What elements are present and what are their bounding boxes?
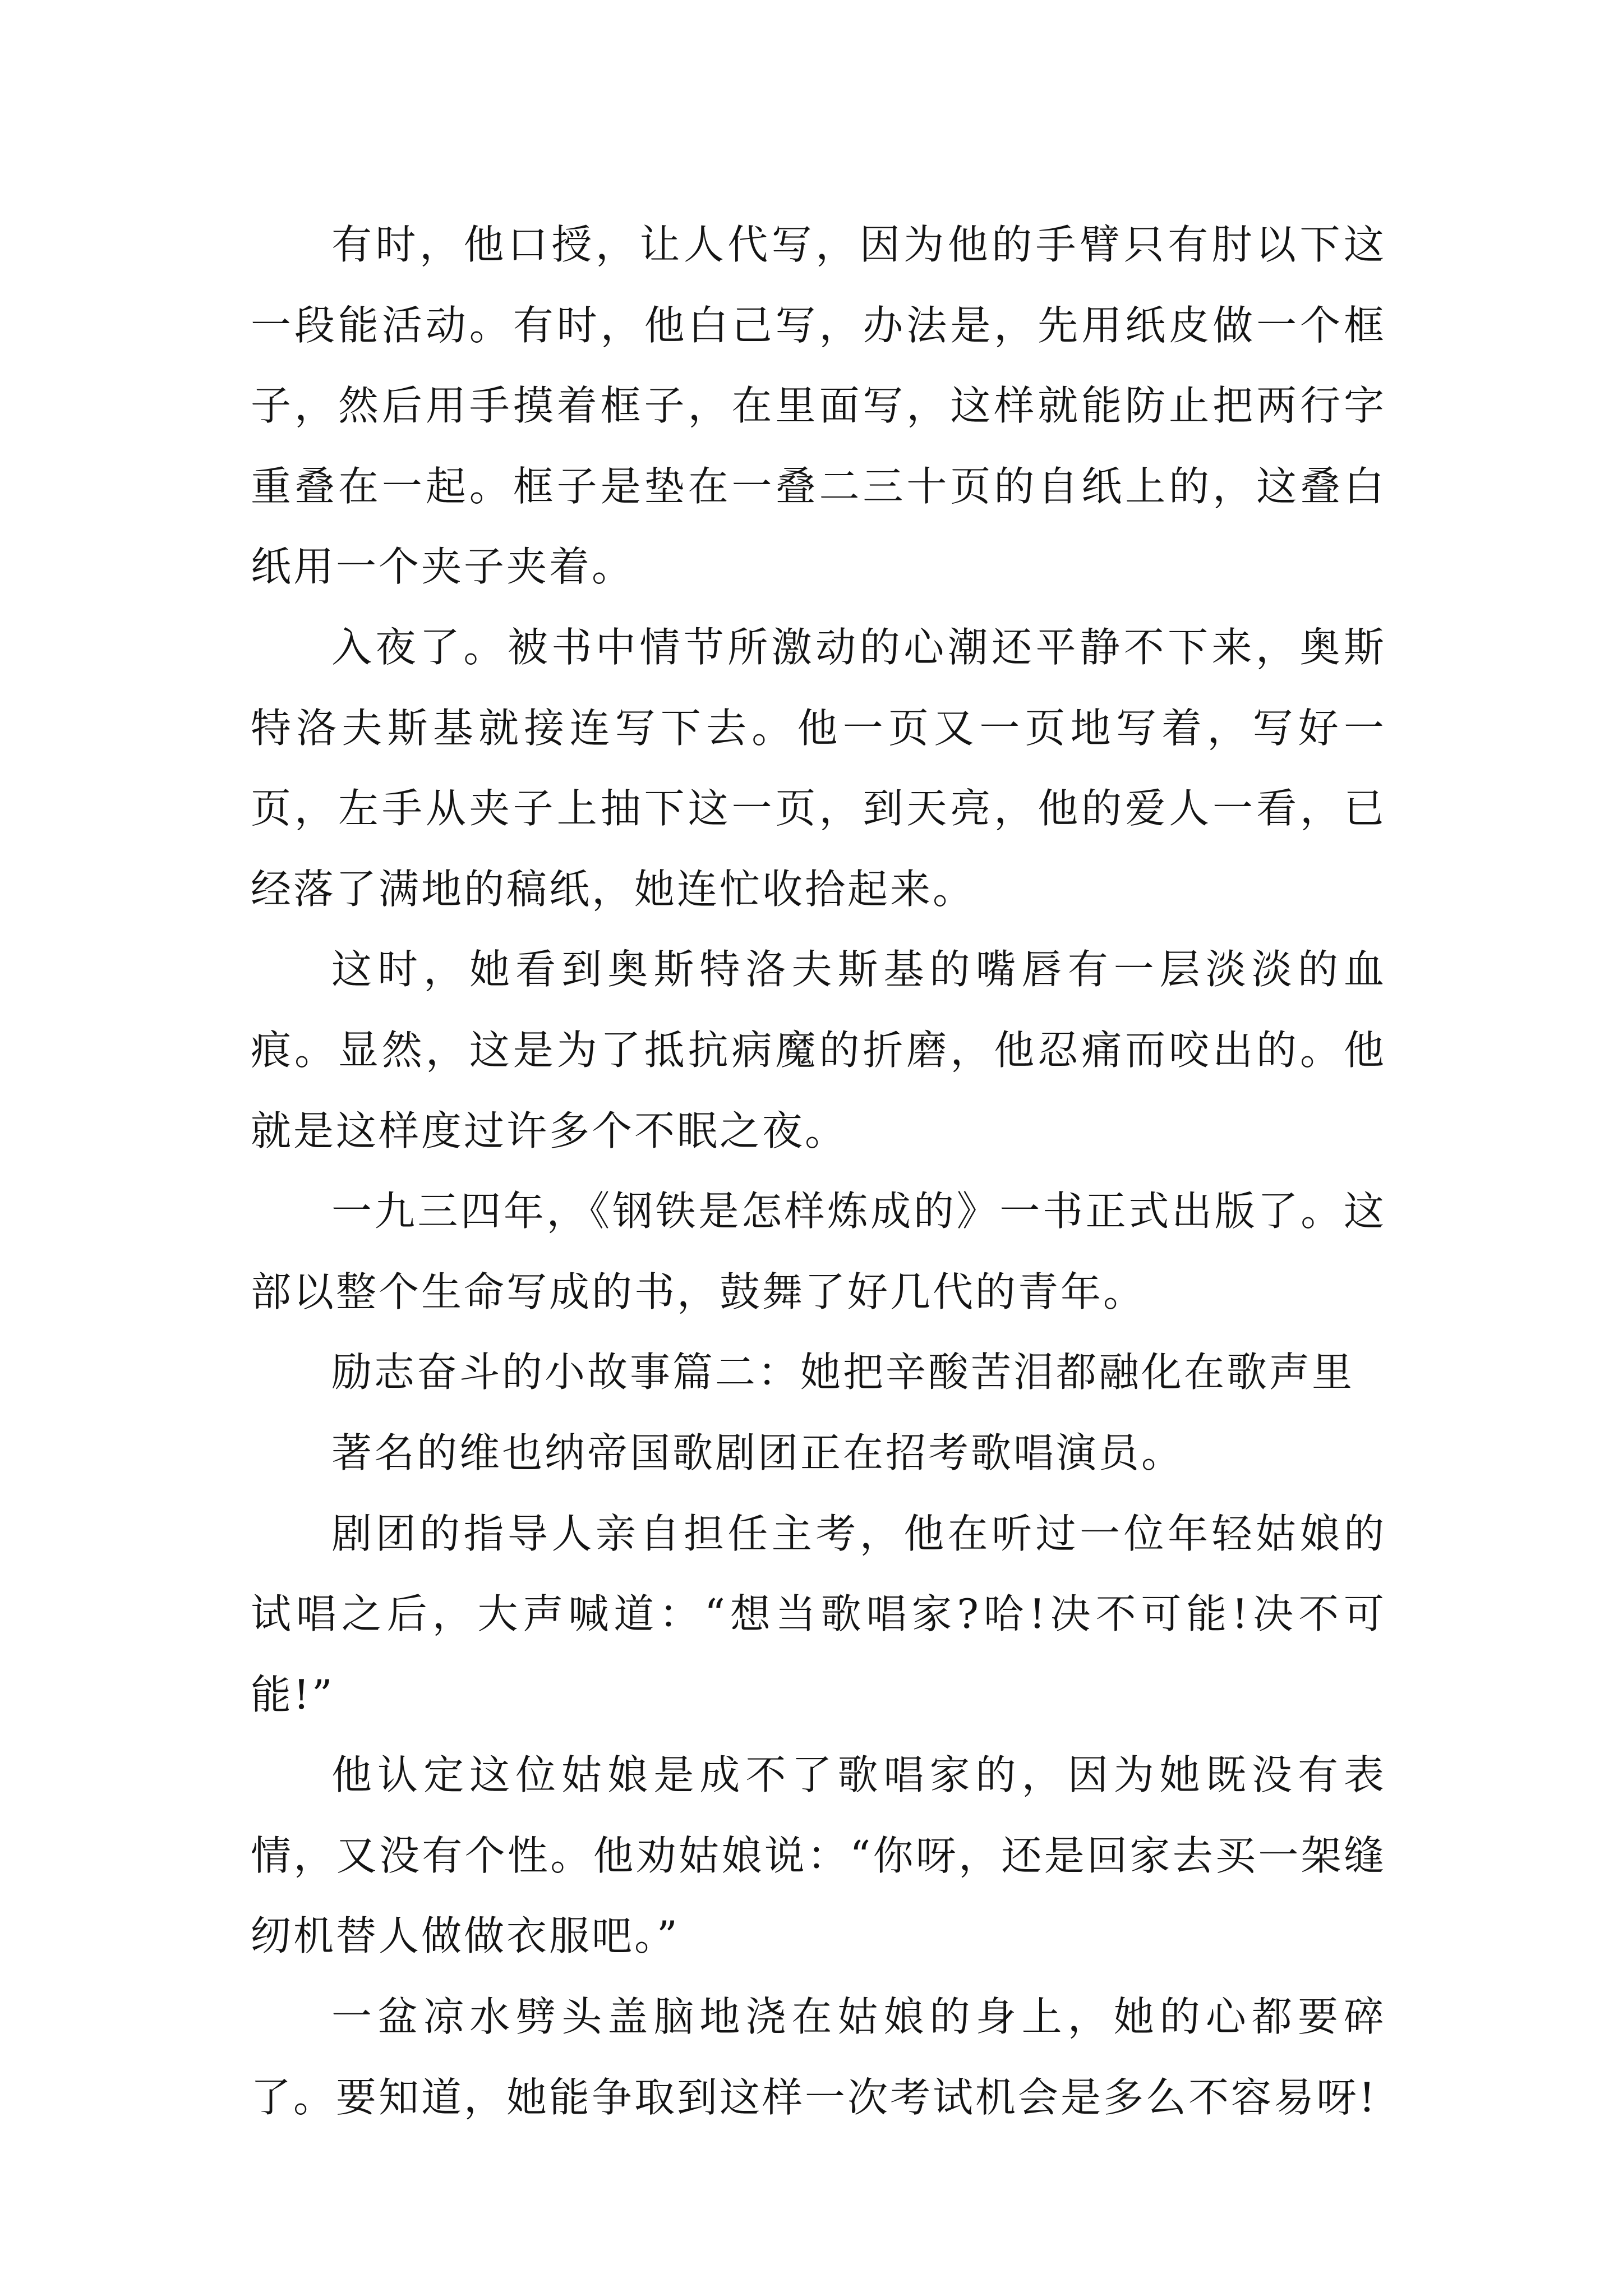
section-heading: 励志奋斗的小故事篇二：她把辛酸苦泪都融化在歌声里 bbox=[331, 1349, 1355, 1396]
body-text bbox=[251, 205, 1386, 2138]
paragraph: 有时，他口授，让人代写，因为他的手臂只有肘以下这一段能活动。有时，他白己写，办法是，先用纸皮做一个框子，然后用手摸着框子，在里面写，这样就能防止把两行字重叠在一起。框子是垫在一叠二三十页的自纸上的，这叠白纸用一个夹子夹着。 bbox=[251, 221, 1386, 591]
paragraph: 剧团的指导人亲自担任主考，他在听过一位年轻姑娘的试唱之后，大声喊道：“想当歌唱家?哈!决不可能!决不可能!” bbox=[251, 1510, 1386, 1718]
paragraph: 他认定这位姑娘是成不了歌唱家的，因为她既没有表情，又没有个性。他劝姑娘说：“你呀，还是回家去买一架缝纫机替人做做衣服吧。” bbox=[251, 1751, 1386, 1960]
paragraph: 一九三四年，《钢铁是怎样炼成的》一书正式出版了。这部以整个生命写成的书，鼓舞了好几代的青年。 bbox=[251, 1188, 1386, 1315]
paragraph: 著名的维也纳帝国歌剧团正在招考歌唱演员。 bbox=[331, 1429, 1184, 1476]
paragraph: 入夜了。被书中情节所激动的心潮还平静不下来，奥斯特洛夫斯基就接连写下去。他一页又一页地写着，写好一页，左手从夹子上抽下这一页，到天亮，他的爱人一看，已经落了满地的稿纸，她连忙收拾起来。 bbox=[251, 623, 1386, 913]
paragraph: 这时，她看到奥斯特洛夫斯基的嘴唇有一层淡淡的血痕。显然，这是为了抵抗病魔的折磨，他忍痛而咬出的。他就是这样度过许多个不眠之夜。 bbox=[251, 946, 1386, 1154]
paragraph: 一盆凉水劈头盖脑地浇在姑娘的身上，她的心都要碎了。要知道，她能争取到这样一次考试机会是多么不容易呀! bbox=[251, 1993, 1386, 2121]
